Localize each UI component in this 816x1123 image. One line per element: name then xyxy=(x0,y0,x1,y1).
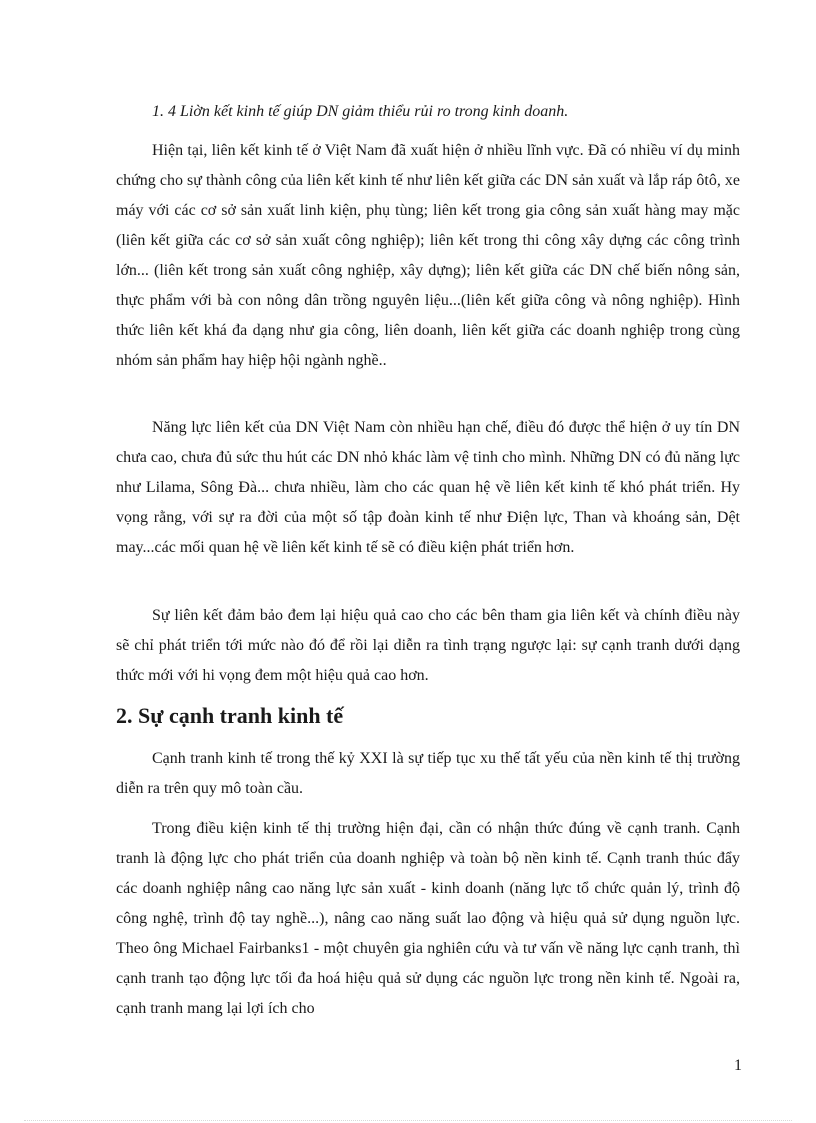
paragraph: Cạnh tranh kinh tế trong thế kỷ XXI là sự tiếp tục xu thế tất yếu của nền kinh tế thị trường diễn ra trên quy mô toàn cầu. xyxy=(116,750,740,797)
paragraph: Hiện tại, liên kết kinh tế ở Việt Nam đã xuất hiện ở nhiều lĩnh vực. Đã có nhiều ví dụ minh chứng cho sự thành công của liên kết kinh tế như liên kết giữa các DN sản xuất và lắp ráp ôtô, xe máy với các cơ sở sản xuất linh kiện, phụ tùng; liên kết trong gia công sản xuất hàng may mặc (liên kết giữa các cơ sở sản xuất công nghiệp); liên kết trong thi công xây dựng các công trình lớn... (liên kết trong sản xuất công nghiệp, xây dựng); liên kết giữa các DN chế biến nông sản, thực phẩm với bà con nông dân trồng nguyên liệu...(liên kết giữa công và nông nghiệp). Hình thức liên kết khá đa dạng như gia công, liên doanh, liên kết giữa các doanh nghiệp trong cùng nhóm sản phẩm hay hiệp hội ngành nghề.. xyxy=(116,142,740,369)
subsection-heading: 1. 4 Liờn kết kinh tế giúp DN giảm thiểu rủi ro trong kinh doanh. xyxy=(152,103,569,120)
page-number: 1 xyxy=(734,1057,742,1074)
paragraph: Trong điều kiện kinh tế thị trường hiện đại, cần có nhận thức đúng về cạnh tranh. Cạnh tranh là động lực cho phát triển của doanh nghiệp và toàn bộ nền kinh tế. Cạnh tranh thúc đẩy các doanh nghiệp nâng cao năng lực sản xuất - kinh doanh (năng lực tổ chức quản lý, trình độ công nghệ, trình độ tay nghề...), nâng cao năng suất lao động và hiệu quả sử dụng nguồn lực. Theo ông Michael Fairbanks1 - một chuyên gia nghiên cứu và tư vấn về năng lực cạnh tranh, thì cạnh tranh tạo động lực tối đa hoá hiệu quả sử dụng các nguồn lực trong nền kinh tế. Ngoài ra, cạnh tranh mang lại lợi ích cho xyxy=(116,820,740,1017)
page-bottom-divider xyxy=(24,1120,792,1121)
paragraph: Năng lực liên kết của DN Việt Nam còn nhiều hạn chế, điều đó được thể hiện ở uy tín DN chưa cao, chưa đủ sức thu hút các DN nhỏ khác làm vệ tinh cho mình. Những DN có đủ năng lực như Lilama, Sông Đà... chưa nhiều, làm cho các quan hệ về liên kết kinh tế khó phát triển. Hy vọng rằng, với sự ra đời của một số tập đoàn kinh tế như Điện lực, Than và khoáng sản, Dệt may...các mối quan hệ về liên kết kinh tế sẽ có điều kiện phát triển hơn. xyxy=(116,419,740,556)
paragraph: Sự liên kết đảm bảo đem lại hiệu quả cao cho các bên tham gia liên kết và chính điều này sẽ chỉ phát triển tới mức nào đó để rồi lại diễn ra tình trạng ngược lại: sự cạnh tranh dưới dạng thức mới với hi vọng đem một hiệu quả cao hơn. xyxy=(116,607,740,684)
section-heading: 2. Sự cạnh tranh kinh tế xyxy=(116,703,344,728)
